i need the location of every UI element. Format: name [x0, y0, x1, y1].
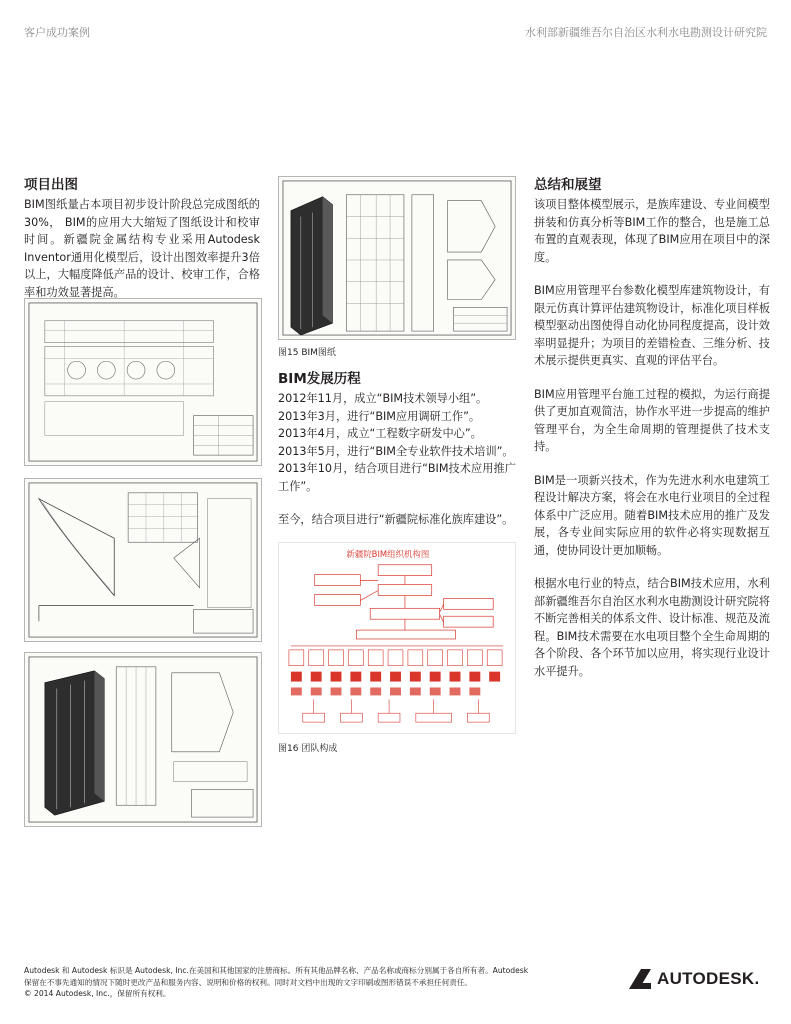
figure-15-bim-drawing-image	[278, 176, 516, 340]
section-paragraph: BIM图纸量占本项目初步设计阶段总完成图纸的30%， BIM的应用大大缩短了图纸设计和校审时间。新疆院金属结构专业采用Autodesk Inventor通用化模型后，设计出图效率提升3倍以上，大幅度降低产品的设计、校审工作，合格率和功效显著提高。	[24, 198, 260, 299]
timeline-item: 2013年4月，成立“工程数字研发中心”。	[278, 427, 482, 440]
drawing-3d-tower-image	[24, 652, 262, 827]
org-chart-title: 新疆院BIM组织机构图	[346, 548, 430, 559]
section-bim-history	[278, 370, 516, 529]
drawing-gate-elevation-image	[24, 478, 262, 642]
footer-line: © 2014 Autodesk, Inc.，保留所有权利。	[24, 989, 171, 998]
section-paragraph: BIM是一项新兴技术，作为先进水利水电建筑工程设计解决方案，将会在水电行业项目的全过程体系中广泛应用。随着BIM技术应用的推广及发展，各专业间实际应用的软件必将实现数据互通，使协同设计更加顺畅。	[534, 473, 770, 557]
footer-line: Autodesk 和 Autodesk 标识是 Autodesk, Inc.在美国和其他国家的注册商标。所有其他品牌名称、产品名称或商标分别属于各自所有者。Autodesk	[24, 966, 529, 975]
section-paragraph: BIM应用管理平台参数化模型库建筑物设计，有限元仿真计算评估建筑物设计，标准化项目样板模型驱动出图使得自动化协同程度提高，设计效率明显提升；为项目的差错检查、三维分析、技术展示提供更真实、直观的评估平台。	[534, 284, 770, 367]
timeline-item: 2013年5月，进行“BIM全专业软件技术培训”。	[278, 444, 514, 458]
figure-16-caption: 图16 团队构成	[278, 744, 338, 754]
section-paragraph: BIM应用管理平台施工过程的模拟，为运行商提供了更加直观简洁，协作水平进一步提高的维护管理平台，为全生命周期的管理提供了技术支持。	[534, 387, 770, 453]
section-paragraph: 根据水电行业的特点，结合BIM技术应用，水利部新疆维吾尔自治区水利水电勘测设计研究院将不断完善相关的体系文件、设计标准、规范及流程。BIM技术需要在水电项目整个全生命周期的各个阶段、各个环节加以应用，将实现行业设计水平提升。	[534, 577, 770, 678]
autodesk-logo-text: AUTODESK.	[657, 969, 760, 988]
section-title: 总结和展望	[534, 177, 602, 193]
autodesk-logo	[628, 968, 760, 990]
timeline-item: 2013年3月，进行“BIM应用调研工作”。	[278, 409, 481, 423]
footer-line: 保留在不事先通知的情况下随时更改产品和服务内容、说明和价格的权利。同时对文档中出现的文字印刷或图形错误不承担任何责任。	[24, 977, 473, 987]
figure-16-org-chart	[278, 542, 516, 734]
document-category: 客户成功案例	[24, 26, 90, 39]
legal-footer	[24, 965, 529, 1000]
timeline-item: 2012年11月，成立“BIM技术领导小组”。	[278, 392, 488, 405]
document-organization: 水利部新疆维吾尔自治区水利水电勘测设计研究院	[525, 26, 767, 39]
timeline-item: 2013年10月，结合项目进行“BIM技术应用推广工作”。	[278, 462, 516, 493]
section-summary-outlook	[534, 176, 770, 680]
section-project-drawings	[24, 176, 260, 301]
figure-15-caption: 图15 BIM图纸	[278, 348, 336, 358]
section-paragraph: 该项目整体模型展示，是族库建设、专业间模型拼装和仿真分析等BIM工作的整合，也是施工总布置的直观表现，体现了BIM应用在项目中的深度。	[534, 198, 770, 264]
autodesk-logo-icon	[628, 968, 652, 990]
section-title: 项目出图	[24, 177, 78, 193]
section-paragraph: 至今，结合项目进行“新疆院标准化族库建设”。	[278, 513, 514, 526]
section-title: BIM发展历程	[278, 371, 361, 387]
drawing-plan-image	[24, 298, 262, 466]
